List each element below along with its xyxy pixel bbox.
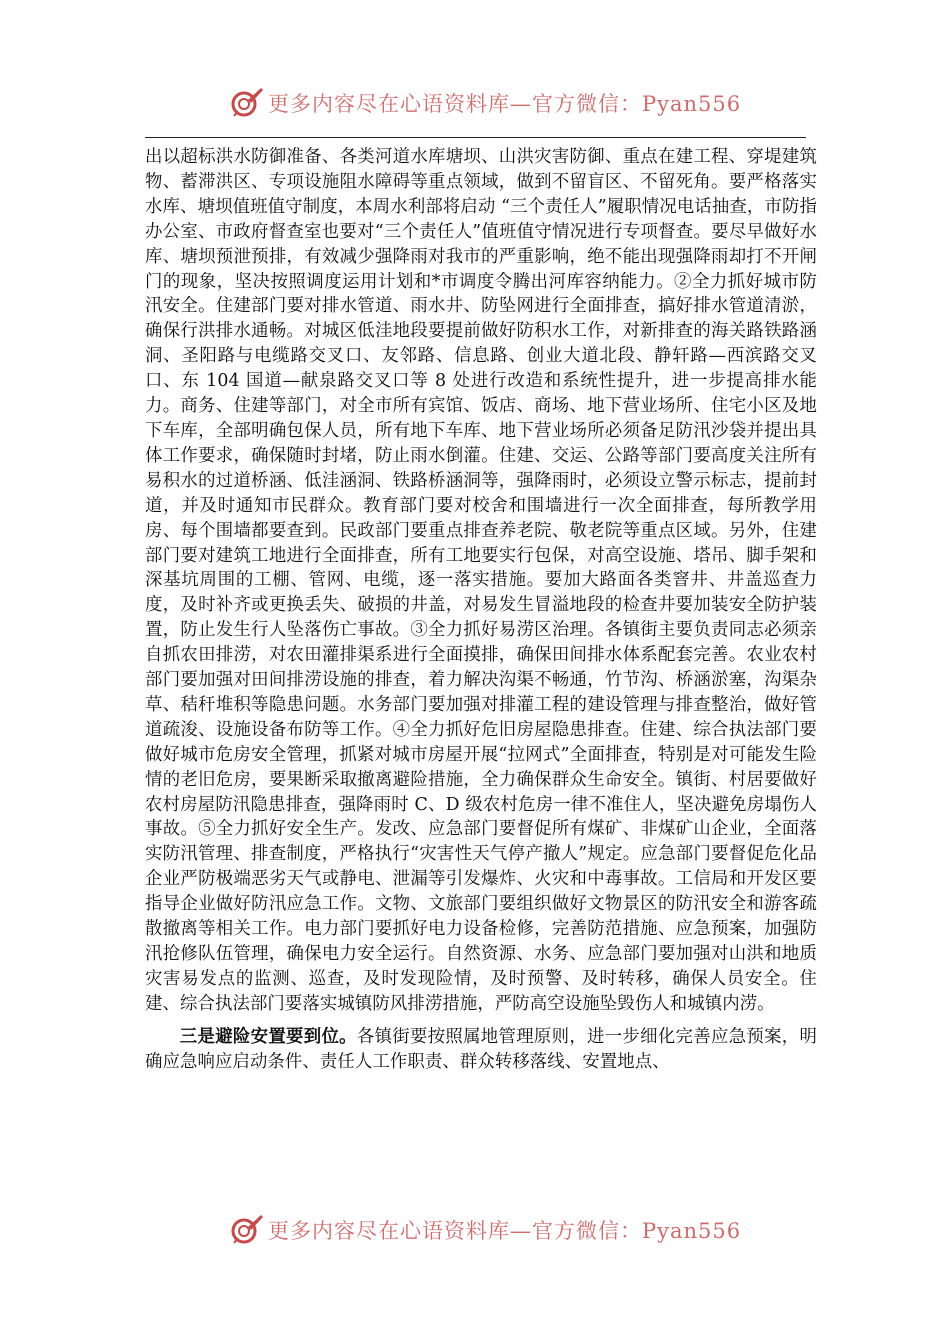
header-divider <box>145 137 806 138</box>
header-banner <box>228 84 748 122</box>
header-banner-text: 更多内容尽在心语资料库—官方微信：Pyan556 <box>268 92 742 116</box>
pen-logo-icon <box>228 85 264 121</box>
footer-banner-text: 更多内容尽在心语资料库—官方微信：Pyan556 <box>268 1219 742 1243</box>
pen-logo-icon <box>228 1212 264 1248</box>
document-body <box>145 145 817 1075</box>
body-paragraph-2 <box>145 1025 817 1075</box>
body-paragraph-2-text: 各镇街要按照属地管理原则，进一步细化完善应急预案，明确应急响应启动条件、责任人工作职责、群众转移落线、安置地点、 <box>145 1026 817 1072</box>
footer-banner <box>228 1211 748 1249</box>
body-paragraph-1: 出以超标洪水防御准备、各类河道水库塘坝、山洪灾害防御、重点在建工程、穿堤建筑物、蓄滞洪区、专项设施阻水障碍等重点领域，做到不留盲区、不留死角。要严格落实水库、塘坝值班值守制度，本周水利部将启动 “三个责任人”履职情况电话抽查，市防指办公室、市政府督查室也要对“三个责任人”值班值守情况进行专项督查。要尽早做好水库、塘坝预泄预排，有效减少强降雨对我市的严重影响，绝不能出现强降雨却打不开闸门的现象，坚决按照调度运用计划和*市调度令腾出河库容纳能力。②全力抓好城市防汛安全。住建部门要对排水管道、雨水井、防坠网进行全面排查，搞好排水管道清淤，确保行洪排水通畅。对城区低洼地段要提前做好防积水工作，对新排查的海关路铁路涵洞、圣阳路与电缆路交叉口、友邻路、信息路、创业大道北段、静轩路—西滨路交叉口、东 104 国道—献泉路交叉口等 8 处进行改造和系统性提升，进一步提高排水能力。商务、住建等部门，对全市所有宾馆、饭店、商场、地下营业场所、住宅小区及地下车库，全部明确包保人员，所有地下车库、地下营业场所必须备足防汛沙袋并提出具体工作要求，确保随时封堵，防止雨水倒灌。住建、交运、公路等部门要高度关注所有易积水的过道桥涵、低洼涵洞、铁路桥涵洞等，强降雨时，必须设立警示标志，提前封道，并及时通知市民群众。教育部门要对校舍和围墙进行一次全面排查，每所教学用房、每个围墙都要查到。民政部门要重点排查养老院、敬老院等重点区域。另外，住建部门要对建筑工地进行全面排查，所有工地要实行包保，对高空设施、塔吊、脚手架和深基坑周围的工棚、管网、电缆，逐一落实措施。要加大路面各类窨井、井盖巡查力度，及时补齐或更换丢失、破损的井盖，对易发生冒溢地段的检查井要加装安全防护装置，防止发生行人坠落伤亡事故。③全力抓好易涝区治理。各镇街主要负责同志必须亲自抓农田排涝，对农田灌排渠系进行全面摸排，确保田间排水体系配套完善。农业农村部门要加强对田间排涝设施的排查，着力解决沟渠不畅通，竹节沟、桥涵淤塞，沟渠杂草、秸秆堆积等隐患问题。水务部门要加强对排灌工程的建设管理与排查整治，做好管道疏浚、设施设备布防等工作。④全力抓好危旧房屋隐患排查。住建、综合执法部门要做好城市危房安全管理，抓紧对城市房屋开展“拉网式”全面排查，特别是对可能发生险情的老旧危房，要果断采取撤离避险措施，全力确保群众生命安全。镇街、村居要做好农村房屋防汛隐患排查，强降雨时 C、D 级农村危房一律不准住人，坚决避免房塌伤人事故。⑤全力抓好安全生产。发改、应急部门要督促所有煤矿、非煤矿山企业，全面落实防汛管理、排查制度，严格执行“灾害性天气停产撤人”规定。应急部门要督促危化品企业严防极端恶劣天气或静电、泄漏等引发爆炸、火灾和中毒事故。工信局和开发区要指导企业做好防汛应急工作。文物、文旅部门要组织做好文物景区的防汛安全和游客疏散撤离等相关工作。电力部门要抓好电力设备检修，完善防范措施、应急预案，加强防汛抢修队伍管理，确保电力安全运行。自然资源、水务、应急部门要加强对山洪和地质灾害易发点的监测、巡查，及时发现险情，及时预警、及时转移，确保人员安全。住建、综合执法部门要落实城镇防风排涝措施，严防高空设施坠毁伤人和城镇内涝。 <box>145 147 817 1014</box>
section-heading-three: 三是避险安置要到位。 <box>179 1026 357 1047</box>
